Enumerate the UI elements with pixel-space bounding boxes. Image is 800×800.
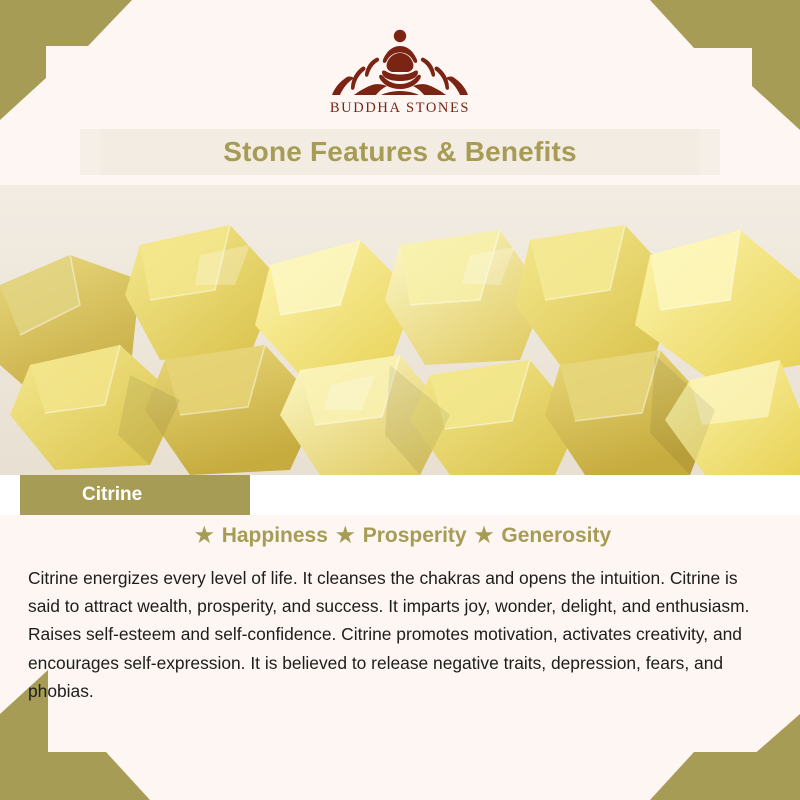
star-icon: ★: [194, 524, 214, 547]
keyword-generosity: Generosity: [501, 523, 612, 547]
star-icon: ★: [474, 524, 494, 547]
brand-name: BUDDHA STONES: [329, 100, 471, 116]
section-title-bar: [80, 129, 720, 175]
lotus-meditation-figure-icon: [320, 22, 480, 96]
citrine-photo-illustration: [0, 185, 800, 475]
keyword-happiness: Happiness: [221, 523, 328, 547]
star-icon: ★: [335, 524, 355, 547]
page-title: Stone Features & Benefits: [223, 136, 577, 167]
citrine-stones-photo: [0, 185, 800, 475]
brand-logo: [0, 0, 800, 117]
keyword-prosperity: Prosperity: [362, 523, 467, 547]
stone-name: Citrine: [82, 484, 143, 505]
stone-description: Citrine energizes every level of life. It cleanses the chakras and opens the intuition. Citrine is said to attract wealth, prosperity, and success. It imparts joy, wonder, delight, and enthusiasm. Raises self-esteem and self-confidence. Citrine promotes motivation, activates creativity, and encourages self-expression. It is believed to release negative traits, depression, fears, and phobias.: [28, 568, 750, 701]
stone-keywords: [0, 523, 800, 548]
stone-name-strip: [0, 475, 800, 515]
